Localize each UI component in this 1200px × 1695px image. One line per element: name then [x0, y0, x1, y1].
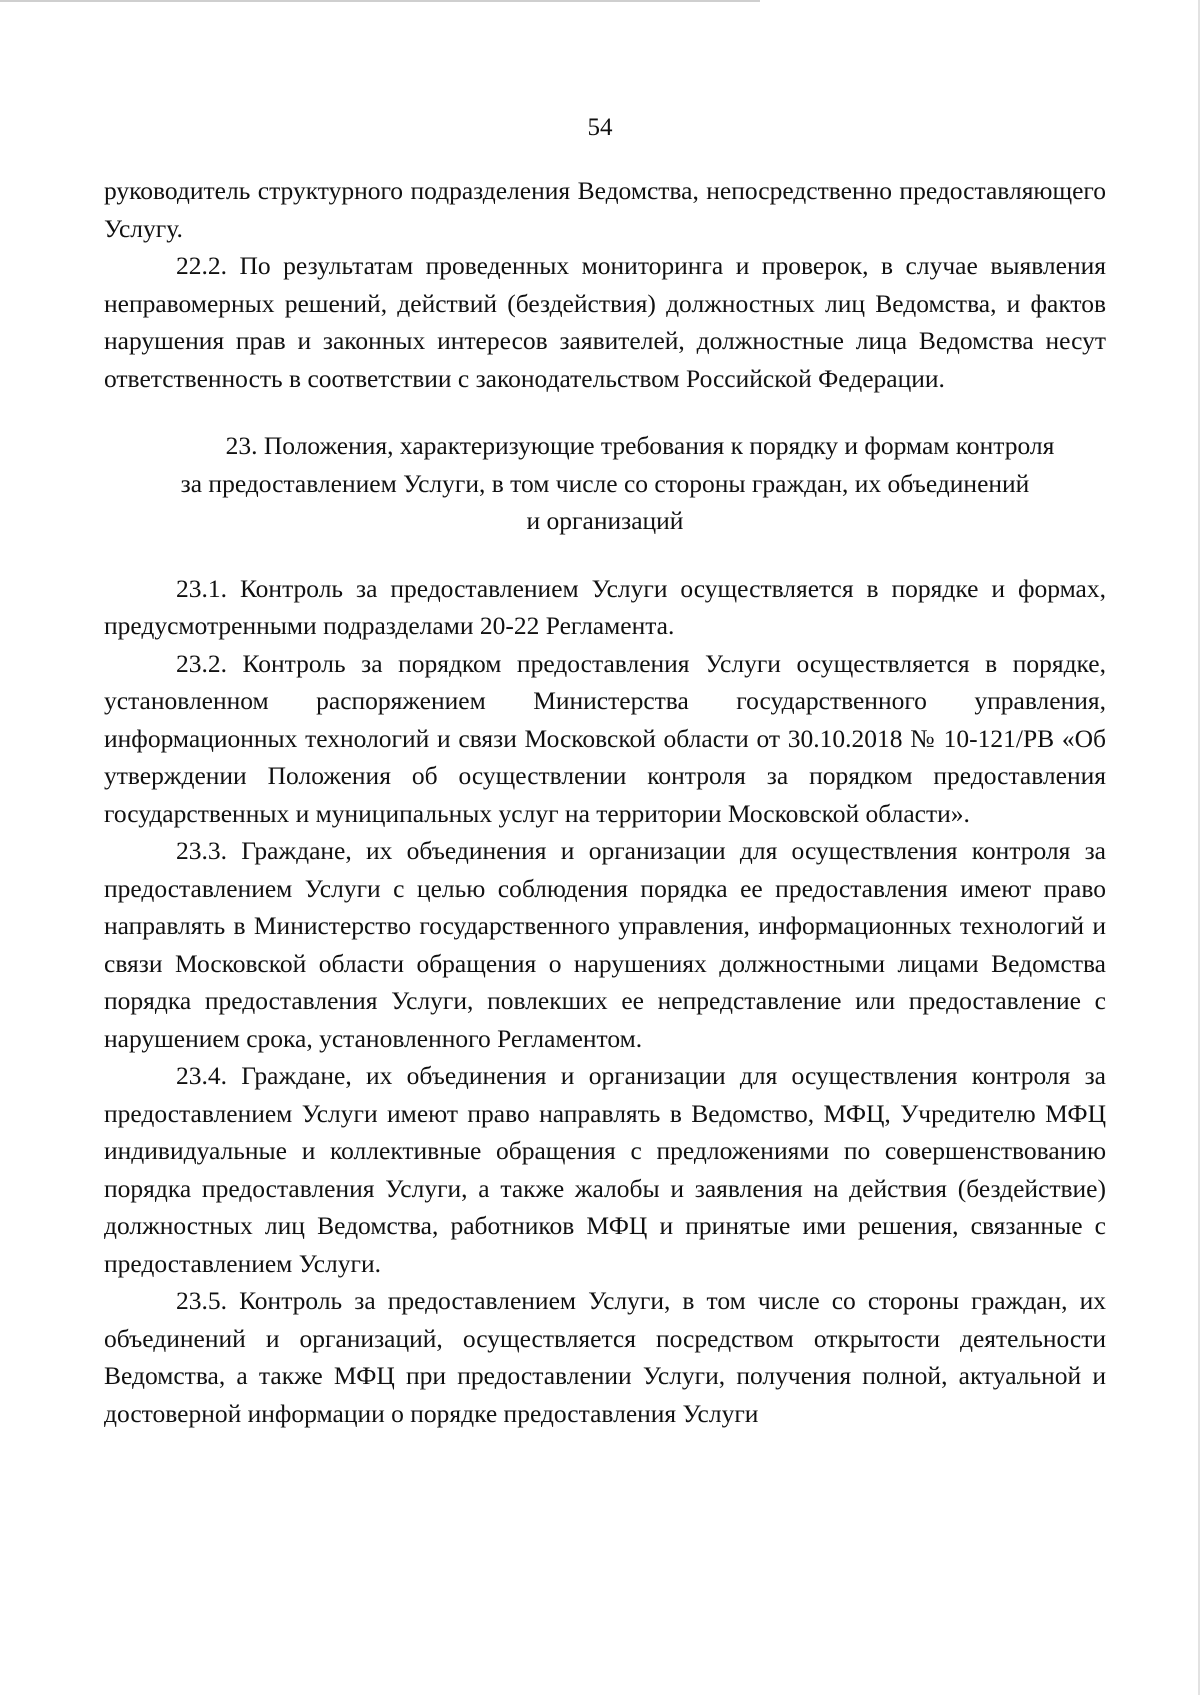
paragraph-22-2: 22.2. По результатам проведенных мониторинга и проверок, в случае выявления неправомерных решений, действий (бездействия) должностных лиц Ведомства, и фактов нарушения прав и законных интересов заявителей, должностные лица Ведомства несут ответственность в соответствии с законодательством Российской Федерации. [104, 251, 1106, 393]
paragraph-23-3: 23.3. Граждане, их объединения и организации для осуществления контроля за предоставлением Услуги с целью соблюдения порядка ее предоставления имеют право направлять в Министерство государственного управления, информационных технологий и связи Московской области обращения о нарушениях должностными лицами Ведомства порядка предоставления Услуги, повлекших ее непредставление или предоставление с нарушением срока, установленного Регламентом. [104, 836, 1106, 1053]
paragraph-23-1: 23.1. Контроль за предоставлением Услуги осуществляется в порядке и формах, предусмотренными подразделами 20-22 Регламента. [104, 573, 1106, 640]
section-title-23 [104, 427, 1106, 540]
section-title-line-1: 23. Положения, характеризующие требования к порядку и формам контроля [225, 431, 1055, 460]
section-title-line-2: за предоставлением Услуги, в том числе со стороны граждан, их объединений [180, 468, 1030, 498]
paragraph-23-4: 23.4. Граждане, их объединения и организации для осуществления контроля за предоставлением Услуги имеют право направлять в Ведомство, МФЦ, Учредителю МФЦ индивидуальные и коллективные обращения с предложениями по совершенствованию порядка предоставления Услуги, а также жалобы и заявления на действия (бездействие) должностных лиц Ведомства, работников МФЦ и принятые ими решения, связанные с предоставлением Услуги. [104, 1061, 1106, 1278]
section-title-line-3: и организаций [526, 506, 684, 535]
paragraph-continuation: руководитель структурного подразделения Ведомства, непосредственно предоставляющего Услугу. [104, 176, 1106, 243]
paragraph-23-2: 23.2. Контроль за порядком предоставления Услуги осуществляется в порядке, установленном распоряжением Министерства государственного управления, информационных технологий и связи Московской области от 30.10.2018 № 10-121/РВ «Об утверждении Положения об осуществлении контроля за порядком предоставления государственных и муниципальных услуг на территории Московской области». [104, 648, 1106, 828]
document-body [104, 172, 1106, 1432]
paragraph-23-5: 23.5. Контроль за предоставлением Услуги, в том числе со стороны граждан, их объединений и организаций, осуществляется посредством открытости деятельности Ведомства, а также МФЦ при предоставлении Услуги, получения полной, актуальной и достоверной информации о порядке предоставления Услуги [104, 1286, 1106, 1428]
page-number: 54 [587, 114, 613, 141]
scan-edge-top [0, 0, 760, 2]
